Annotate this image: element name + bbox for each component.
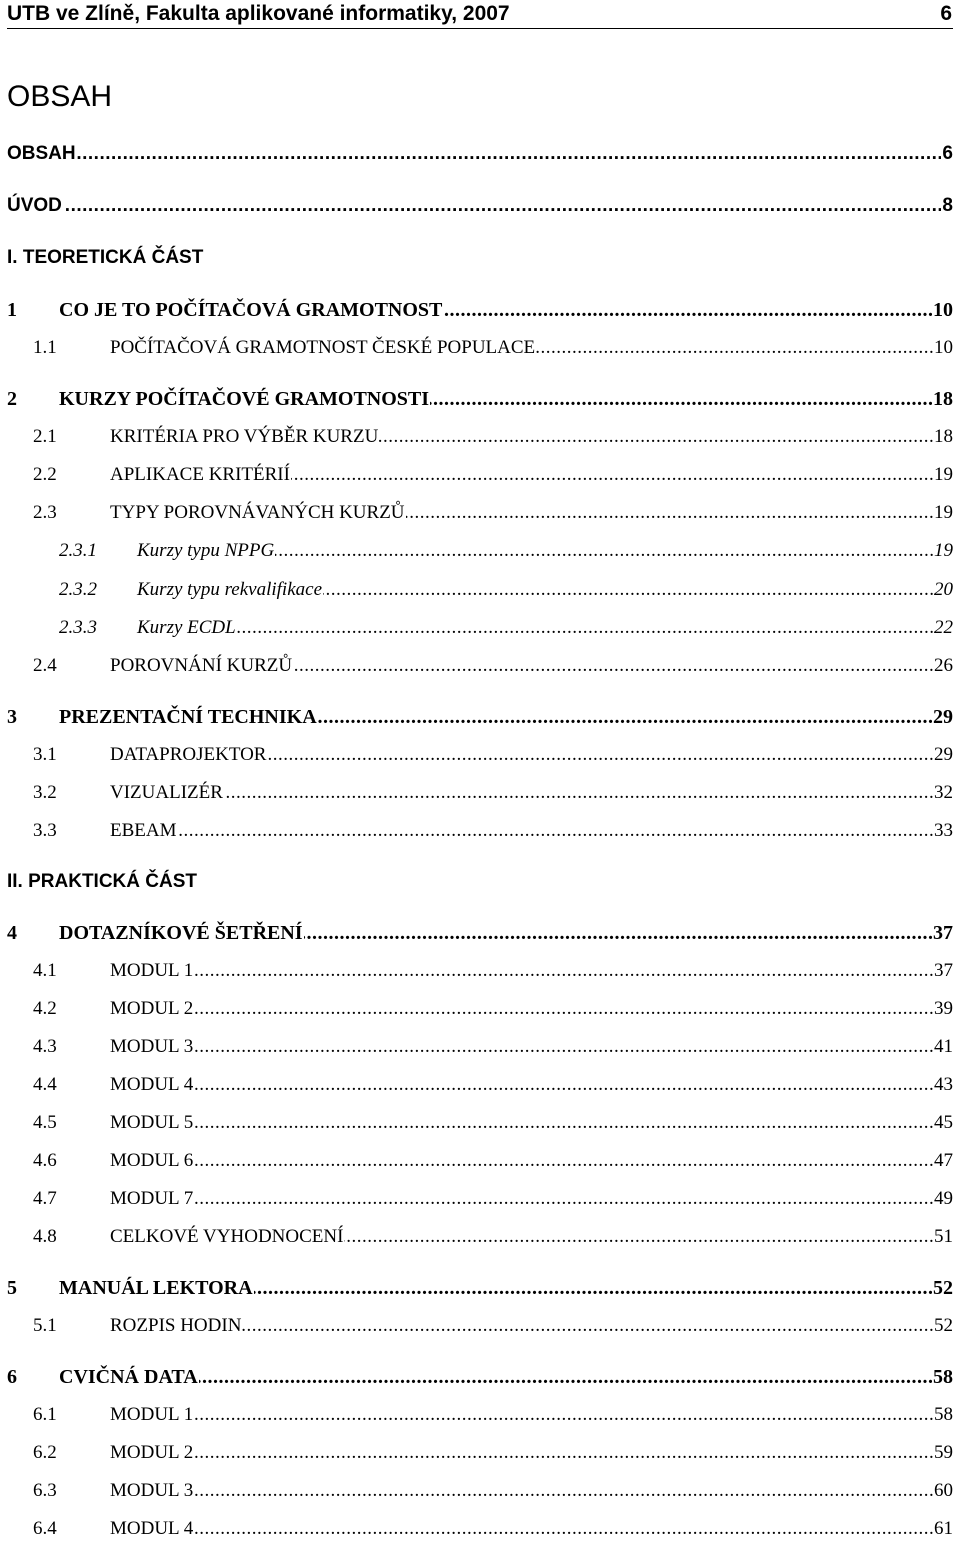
toc-entry[interactable] — [0, 1187, 953, 1211]
toc-dot-leader — [110, 1111, 953, 1135]
toc-dot-leader — [137, 616, 953, 640]
header-title: UTB ve Zlíně, Fakulta aplikované informatiky, 2007 — [7, 2, 510, 25]
toc-entry-number: 2.3.2 — [59, 579, 97, 600]
toc-entry-number: 6.3 — [33, 1480, 57, 1501]
toc-entry[interactable] — [0, 781, 953, 805]
toc-dot-leader — [110, 1403, 953, 1427]
toc-entry-number: 4.6 — [33, 1150, 57, 1171]
toc-entry-page: 33 — [934, 820, 953, 841]
toc-dot-leader — [110, 1035, 953, 1059]
toc-entry-page: 52 — [934, 1315, 953, 1336]
toc-entry-title: APLIKACE KRITÉRIÍ — [110, 464, 290, 485]
toc-entry[interactable] — [0, 1365, 953, 1389]
toc-entry-page: 10 — [933, 299, 953, 321]
toc-entry-title: POROVNÁNÍ KURZŮ — [110, 655, 293, 676]
toc-entry-title: I. TEORETICKÁ ČÁST — [7, 247, 204, 268]
toc-entry-title: Kurzy ECDL — [137, 617, 236, 638]
toc-entry-number: 6.2 — [33, 1442, 57, 1463]
toc-entry[interactable] — [0, 1517, 953, 1541]
toc-entry[interactable] — [0, 870, 953, 894]
toc-entry-page: 19 — [934, 540, 953, 561]
toc-entry-title: ÚVOD — [7, 195, 62, 216]
toc-entry[interactable] — [0, 997, 953, 1021]
toc-entry-number: 4.5 — [33, 1112, 57, 1133]
toc-entry-title: II. PRAKTICKÁ ČÁST — [7, 871, 197, 892]
toc-dot-leader — [110, 1479, 953, 1503]
toc-entry-page: 58 — [933, 1366, 953, 1388]
toc-entry-number: 4.1 — [33, 960, 57, 981]
toc-entry-title: MODUL 4 — [110, 1074, 194, 1095]
toc-entry-number: 6 — [7, 1366, 17, 1388]
toc-entry[interactable] — [0, 654, 953, 678]
toc-entry[interactable] — [0, 298, 953, 322]
toc-entry[interactable] — [0, 142, 953, 166]
toc-entry[interactable] — [0, 1314, 953, 1338]
toc-entry[interactable] — [0, 1403, 953, 1427]
toc-entry-number: 4.2 — [33, 998, 57, 1019]
toc-entry-title: MODUL 7 — [110, 1188, 194, 1209]
toc-entry[interactable] — [0, 246, 953, 270]
toc-entry-number: 3.3 — [33, 820, 57, 841]
toc-entry-number: 4.4 — [33, 1074, 57, 1095]
toc-entry[interactable] — [0, 425, 953, 449]
toc-entry-page: 51 — [934, 1226, 953, 1247]
toc-entry[interactable] — [0, 539, 953, 563]
toc-entry-number: 4.8 — [33, 1226, 57, 1247]
toc-entry-page: 59 — [934, 1442, 953, 1463]
toc-dot-leader — [110, 959, 953, 983]
toc-entry-title: MODUL 6 — [110, 1150, 194, 1171]
toc-entry-page: 29 — [933, 706, 953, 728]
toc-entry-number: 5 — [7, 1277, 17, 1299]
toc-entry-number: 5.1 — [33, 1315, 57, 1336]
toc-entry-title: MODUL 1 — [110, 1404, 194, 1425]
toc-entry[interactable] — [0, 1276, 953, 1300]
toc-entry-number: 3 — [7, 706, 17, 728]
toc-entry-number: 6.1 — [33, 1404, 57, 1425]
toc-entry-title: ROZPIS HODIN — [110, 1315, 242, 1336]
toc-entry-number: 4.3 — [33, 1036, 57, 1057]
toc-entry-page: 20 — [934, 579, 953, 600]
toc-entry[interactable] — [0, 1035, 953, 1059]
toc-dot-leader — [110, 1073, 953, 1097]
toc-entry-page: 32 — [934, 782, 953, 803]
toc-entry[interactable] — [0, 501, 953, 525]
toc-entry-page: 26 — [934, 655, 953, 676]
toc-entry-page: 60 — [934, 1480, 953, 1501]
toc-entry-number: 2.3 — [33, 502, 57, 523]
toc-entry-page: 10 — [934, 337, 953, 358]
toc-entry-number: 2.4 — [33, 655, 57, 676]
toc-entry-page: 41 — [934, 1036, 953, 1057]
toc-entry-title: MODUL 1 — [110, 960, 194, 981]
toc-entry-page: 39 — [934, 998, 953, 1019]
toc-entry[interactable] — [0, 1149, 953, 1173]
toc-entry-number: 2.2 — [33, 464, 57, 485]
toc-entry-page: 52 — [933, 1277, 953, 1299]
toc-entry-title: MODUL 4 — [110, 1518, 194, 1539]
toc-entry-number: 1.1 — [33, 337, 57, 358]
toc-entry-title: MODUL 2 — [110, 998, 194, 1019]
toc-entry-page: 19 — [934, 464, 953, 485]
toc-dot-leader — [110, 1441, 953, 1465]
toc-entry-title: MODUL 3 — [110, 1480, 194, 1501]
toc-entry-title: CVIČNÁ DATA — [59, 1366, 198, 1388]
toc-entry[interactable] — [0, 578, 953, 602]
toc-entry-number: 2.3.3 — [59, 617, 97, 638]
toc-dot-leader — [110, 997, 953, 1021]
toc-entry-page: 18 — [934, 426, 953, 447]
toc-entry[interactable] — [0, 463, 953, 487]
toc-dot-leader — [110, 819, 953, 843]
toc-entry[interactable] — [0, 743, 953, 767]
toc-dot-leader — [110, 1517, 953, 1541]
toc-entry[interactable] — [0, 959, 953, 983]
toc-entry[interactable] — [0, 921, 953, 945]
toc-entry-number: 3.1 — [33, 744, 57, 765]
toc-entry-title: KURZY POČÍTAČOVÉ GRAMOTNOSTI — [59, 388, 430, 410]
toc-entry-page: 47 — [934, 1150, 953, 1171]
toc-entry-title: CELKOVÉ VYHODNOCENÍ — [110, 1226, 344, 1247]
toc-entry-page: 6 — [942, 143, 953, 164]
toc-dot-leader — [7, 142, 953, 166]
toc-entry[interactable] — [0, 1479, 953, 1503]
page-header — [7, 0, 953, 29]
toc-entry[interactable] — [0, 194, 953, 218]
toc-dot-leader — [110, 1187, 953, 1211]
toc-entry-title: DATAPROJEKTOR — [110, 744, 267, 765]
toc-entry[interactable] — [0, 1225, 953, 1249]
toc-entry-page: 29 — [934, 744, 953, 765]
toc-entry-title: TYPY POROVNÁVANÝCH KURZŮ — [110, 502, 405, 523]
toc-entry[interactable] — [0, 1073, 953, 1097]
toc-entry-title: MODUL 3 — [110, 1036, 194, 1057]
toc-entry-title: POČÍTAČOVÁ GRAMOTNOST ČESKÉ POPULACE — [110, 337, 536, 358]
toc-entry-page: 58 — [934, 1404, 953, 1425]
toc-entry-title: CO JE TO POČÍTAČOVÁ GRAMOTNOST — [59, 299, 443, 321]
header-page-number: 6 — [940, 2, 952, 25]
toc-entry-title: Kurzy typu NPPG — [137, 540, 275, 561]
toc-dot-leader — [110, 781, 953, 805]
toc-entry-page: 22 — [934, 617, 953, 638]
toc-entry-page: 61 — [934, 1518, 953, 1539]
toc-entry[interactable] — [0, 705, 953, 729]
toc-entry-title: EBEAM — [110, 820, 177, 841]
toc-entry-number: 3.2 — [33, 782, 57, 803]
toc-dot-leader — [110, 1149, 953, 1173]
toc-entry-page: 19 — [934, 502, 953, 523]
toc-entry[interactable] — [0, 1441, 953, 1465]
toc-entry-page: 8 — [942, 195, 953, 216]
toc-entry-number: 2.3.1 — [59, 540, 97, 561]
toc-entry[interactable] — [0, 336, 953, 360]
toc-entry-number: 1 — [7, 299, 17, 321]
toc-entry-title: OBSAH — [7, 143, 76, 164]
toc-entry-number: 6.4 — [33, 1518, 57, 1539]
toc-entry-page: 18 — [933, 388, 953, 410]
toc-entry-title: PREZENTAČNÍ TECHNIKA — [59, 706, 317, 728]
toc-entry-number: 4 — [7, 922, 17, 944]
toc-entry-number: 2.1 — [33, 426, 57, 447]
toc-entry-page: 45 — [934, 1112, 953, 1133]
toc-entry-page: 37 — [933, 922, 953, 944]
toc-entry-number: 2 — [7, 388, 17, 410]
toc-entry-title: VIZUALIZÉR — [110, 782, 223, 803]
toc-entry[interactable] — [0, 387, 953, 411]
toc-entry-page: 43 — [934, 1074, 953, 1095]
toc-entry-title: MANUÁL LEKTORA — [59, 1277, 253, 1299]
toc-entry-title: Kurzy typu rekvalifikace — [137, 579, 323, 600]
toc-entry[interactable] — [0, 1111, 953, 1135]
toc-dot-leader — [7, 194, 953, 218]
toc-entry-title: DOTAZNÍKOVÉ ŠETŘENÍ — [59, 922, 303, 944]
toc-entry-title: MODUL 5 — [110, 1112, 194, 1133]
page-title: OBSAH — [7, 80, 113, 113]
toc-entry-title: KRITÉRIA PRO VÝBĚR KURZU — [110, 426, 379, 447]
toc-entry[interactable] — [0, 819, 953, 843]
toc-entry-title: MODUL 2 — [110, 1442, 194, 1463]
toc-entry-page: 37 — [934, 960, 953, 981]
toc-entry-number: 4.7 — [33, 1188, 57, 1209]
toc-entry-page: 49 — [934, 1188, 953, 1209]
toc-entry[interactable] — [0, 616, 953, 640]
